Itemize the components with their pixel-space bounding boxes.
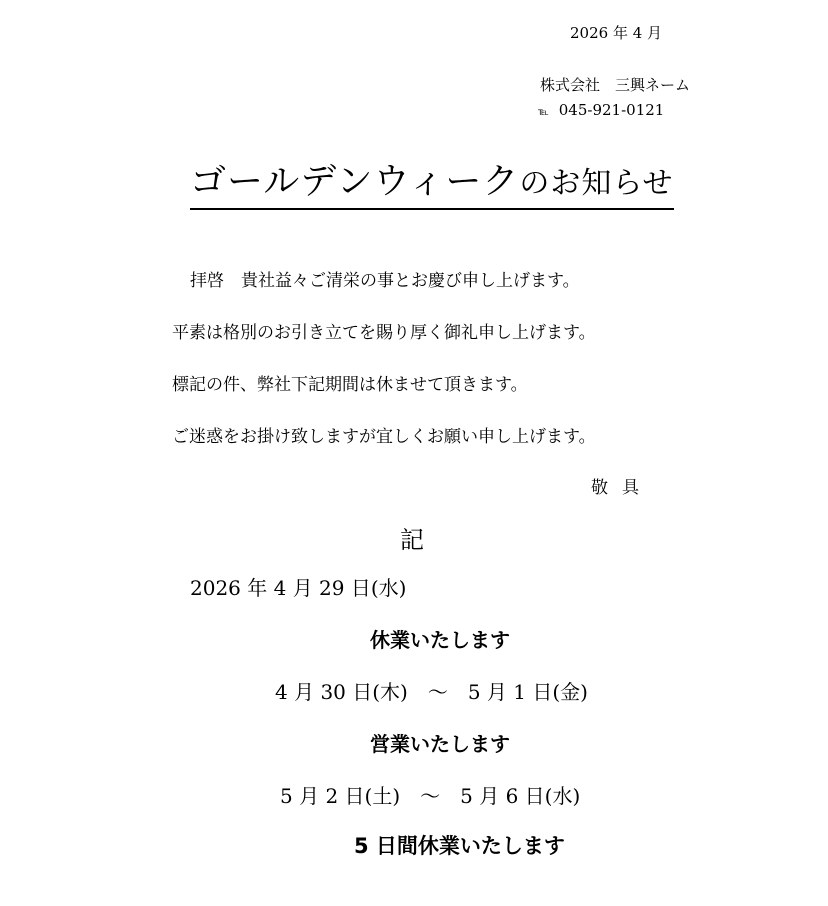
title-sub: のお知らせ bbox=[519, 166, 674, 201]
letter-line-1: 拝啓 貴社益々ご清栄の事とお慶び申し上げます。 bbox=[190, 271, 580, 291]
title-main: ゴールデンウィーク bbox=[190, 161, 520, 202]
page-title bbox=[190, 160, 674, 210]
issue-date: 2026 年 4 月 bbox=[570, 24, 663, 42]
letter-line-4: ご迷惑をお掛け致しますが宜しくお願い申し上げます。 bbox=[172, 427, 596, 447]
company-name: 株式会社 三興ネーム bbox=[540, 76, 691, 94]
tel-number: 045-921-0121 bbox=[558, 101, 665, 119]
closing-phrase: 敬具 bbox=[591, 478, 653, 498]
record-heading: 記 bbox=[400, 526, 424, 554]
tel-mark: ℡ bbox=[538, 107, 549, 118]
closed-notice-1: 休業いたします bbox=[370, 628, 510, 652]
open-notice: 営業いたします bbox=[370, 732, 510, 756]
closed-notice-2: 5 日間休業いたします bbox=[354, 834, 565, 858]
date-range-1: 4 月 30 日(木) ～ 5 月 1 日(金) bbox=[275, 680, 588, 704]
letter-line-2: 平素は格別のお引き立てを賜り厚く御礼申し上げます。 bbox=[172, 323, 596, 343]
date-range-2: 5 月 2 日(土) ～ 5 月 6 日(水) bbox=[280, 784, 581, 808]
letter-line-3: 標記の件、弊社下記期間は休ませて頂きます。 bbox=[172, 375, 528, 395]
holiday-date-1: 2026 年 4 月 29 日(水) bbox=[190, 576, 407, 600]
telephone bbox=[538, 101, 664, 119]
